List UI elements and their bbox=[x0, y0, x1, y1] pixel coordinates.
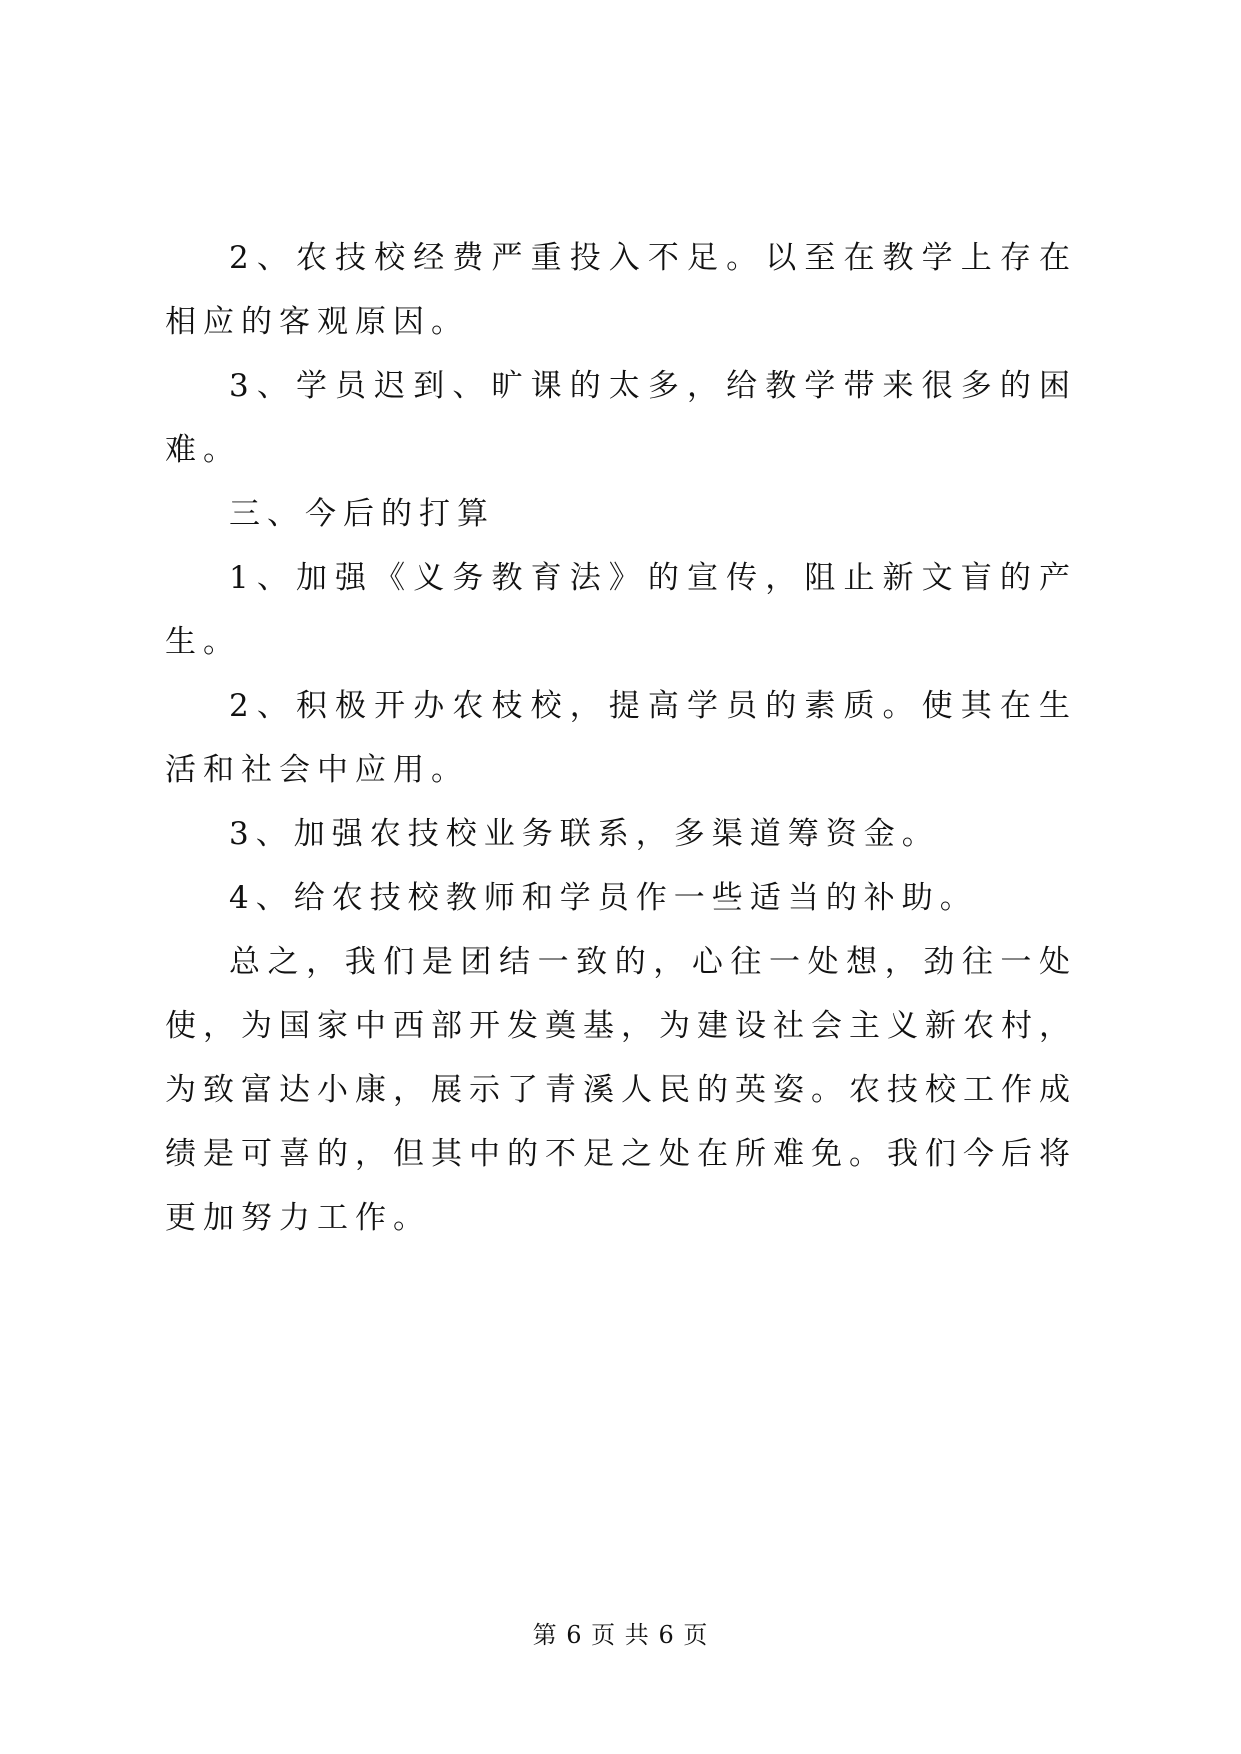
paragraph-plan-1: 1、加强《义务教育法》的宣传，阻止新文盲的产生。 bbox=[165, 560, 1077, 660]
page-footer: 第 6 页 共 6 页 bbox=[532, 1621, 709, 1649]
paragraph-plan-3: 3、加强农技校业务联系，多渠道筹资金。 bbox=[229, 816, 940, 852]
paragraph-plan-4: 4、给农技校教师和学员作一些适当的补助。 bbox=[229, 880, 978, 916]
paragraph-conclusion: 总之，我们是团结一致的，心往一处想，劲往一处使，为国家中西部开发奠基，为建设社会主义新农村，为致富达小康，展示了青溪人民的英姿。农技校工作成绩是可喜的，但其中的不足之处在所难免。我们今后将更加努力工作。 bbox=[165, 944, 1077, 1236]
paragraph-absence-problem: 3、学员迟到、旷课的太多，给教学带来很多的困难。 bbox=[165, 368, 1077, 468]
section-heading-future-plans: 三、今后的打算 bbox=[229, 496, 495, 532]
paragraph-funding-shortage: 2、农技校经费严重投入不足。以至在教学上存在相应的客观原因。 bbox=[165, 240, 1077, 340]
document-body bbox=[165, 226, 1077, 1250]
paragraph-plan-2: 2、积极开办农枝校，提高学员的素质。使其在生活和社会中应用。 bbox=[165, 688, 1077, 788]
